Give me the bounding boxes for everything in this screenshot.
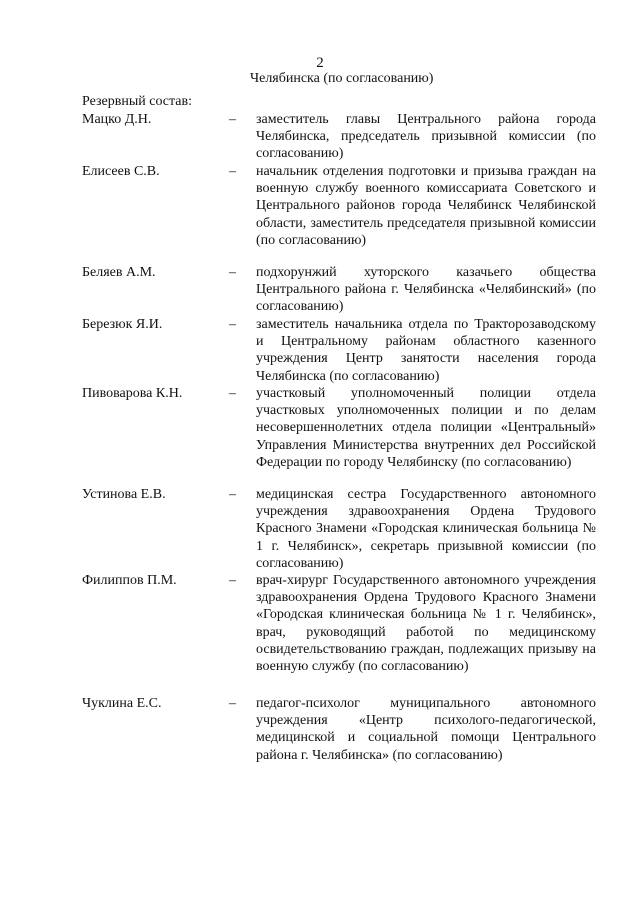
- dash-separator: –: [229, 317, 236, 332]
- dash-separator: –: [229, 386, 236, 401]
- dash-separator: –: [229, 487, 236, 502]
- member-name: Чуклина Е.С.: [82, 696, 162, 711]
- dash-separator: –: [229, 573, 236, 588]
- page-number: 2: [316, 55, 324, 71]
- member-name: Беляев А.М.: [82, 265, 156, 280]
- member-name: Березюк Я.И.: [82, 317, 163, 332]
- dash-separator: –: [229, 696, 236, 711]
- member-description: педагог-психолог муниципального автономного учреждения «Центр психолого-педагогической, медицинской и социальной помощи Центрального района г. Челябинска» (по согласованию): [256, 696, 596, 763]
- dash-separator: –: [229, 164, 236, 179]
- member-description: начальник отделения подготовки и призыва граждан на военную службу военного комиссариата Советского и Центрального районов города Челябинск Челябинской области, заместитель председателя призывной комиссии (по согласованию): [256, 164, 596, 248]
- member-name: Устинова Е.В.: [82, 487, 166, 502]
- member-description: заместитель начальника отдела по Тракторозаводскому и Центральному районам областного казенного учреждения Центр занятости населения города Челябинска (по согласованию): [256, 317, 596, 384]
- member-description: подхорунжий хуторского казачьего общества Центрального района г. Челябинска «Челябинский» (по согласованию): [256, 265, 596, 315]
- member-description: заместитель главы Центрального района города Челябинска, председатель призывной комиссии (по согласованию): [256, 112, 596, 162]
- dash-separator: –: [229, 265, 236, 280]
- member-name: Елисеев С.В.: [82, 164, 160, 179]
- continuation-text: Челябинска (по согласованию): [250, 71, 434, 86]
- member-description: врач-хирург Государственного автономного учреждения здравоохранения Ордена Трудового Красного Знамени «Городская клиническая больница № 1 г. Челябинск», врач, руководящий работой по медицинскому освидетельствованию граждан, подлежащих призыву на военную службу (по согласованию): [256, 573, 596, 675]
- member-name: Филиппов П.М.: [82, 573, 177, 588]
- section-title: Резервный состав:: [82, 94, 193, 109]
- dash-separator: –: [229, 112, 236, 127]
- member-description: медицинская сестра Государственного автономного учреждения здравоохранения Ордена Трудового Красного Знамени «Городская клиническая больница № 1 г. Челябинск», секретарь призывной комиссии (по согласованию): [256, 487, 596, 571]
- member-description: участковый уполномоченный полиции отдела участковых уполномоченных полиции и по делам несовершеннолетних отдела полиции «Центральный» Управления Министерства внутренних дел Российской Федерации по городу Челябинску (по согласованию): [256, 386, 596, 470]
- member-name: Мацко Д.Н.: [82, 112, 152, 127]
- member-name: Пивоварова К.Н.: [82, 386, 183, 401]
